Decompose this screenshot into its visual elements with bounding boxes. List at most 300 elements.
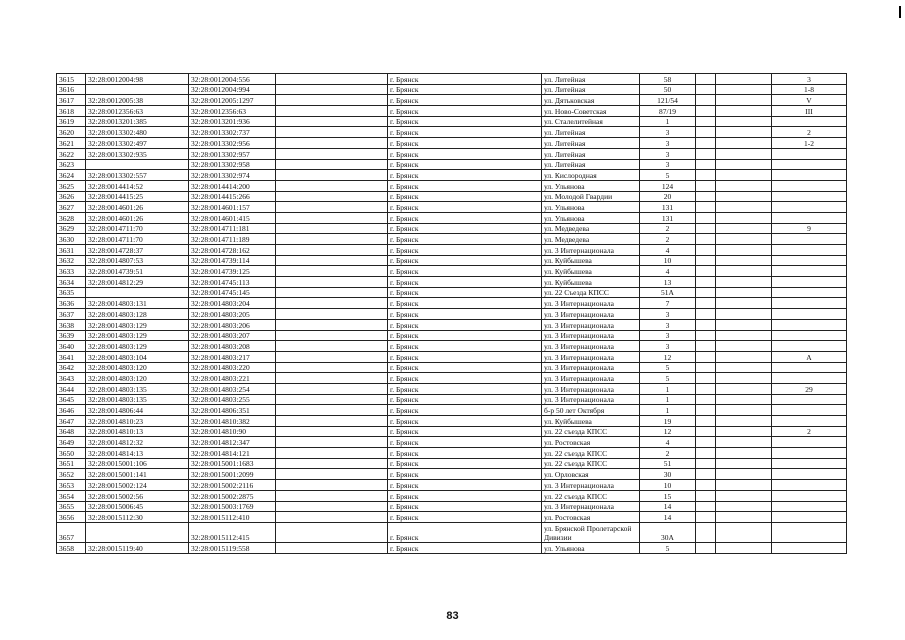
old-cadastral-number-cell: 32:28:0014803:135 — [86, 394, 189, 405]
street-cell: ул. Ульянова — [542, 542, 640, 553]
cadastral-number-cell: 32:28:0014803:221 — [189, 373, 276, 384]
old-cadastral-number-cell: 32:28:0014711:70 — [86, 223, 189, 234]
empty-cell — [276, 330, 388, 341]
empty-cell — [276, 95, 388, 106]
empty-cell — [276, 148, 388, 159]
city-cell: г. Брянск — [388, 266, 542, 277]
house-number-cell: 4 — [640, 245, 696, 256]
empty-cell — [696, 426, 716, 437]
street-cell: ул. Медведева — [542, 234, 640, 245]
city-cell: г. Брянск — [388, 330, 542, 341]
row-number-cell: 3651 — [57, 458, 86, 469]
extra-cell — [772, 448, 847, 459]
house-number-cell: 3 — [640, 330, 696, 341]
cadastral-number-cell: 32:28:0015002:2116 — [189, 480, 276, 491]
extra-cell — [772, 287, 847, 298]
extra-cell — [772, 234, 847, 245]
cadastral-number-cell: 32:28:0015003:1769 — [189, 501, 276, 512]
house-number-cell: 58 — [640, 74, 696, 85]
row-number-cell: 3630 — [57, 234, 86, 245]
row-number-cell: 3617 — [57, 95, 86, 106]
extra-cell: А — [772, 351, 847, 362]
old-cadastral-number-cell — [86, 84, 189, 95]
street-cell: ул. 3 Интернационала — [542, 351, 640, 362]
street-cell: ул. Кислородная — [542, 170, 640, 181]
row-number-cell: 3654 — [57, 490, 86, 501]
table-row — [57, 127, 847, 138]
extra-cell: 3 — [772, 74, 847, 85]
street-cell: ул. Литейная — [542, 127, 640, 138]
extra-cell — [772, 501, 847, 512]
table-row — [57, 426, 847, 437]
old-cadastral-number-cell: 32:28:0014812:32 — [86, 437, 189, 448]
empty-cell — [696, 287, 716, 298]
city-cell: г. Брянск — [388, 106, 542, 117]
empty-cell — [696, 180, 716, 191]
table-row — [57, 95, 847, 106]
table-row — [57, 394, 847, 405]
house-number-cell: 10 — [640, 480, 696, 491]
empty-cell — [276, 116, 388, 127]
empty-cell — [716, 394, 772, 405]
house-number-cell: 1 — [640, 116, 696, 127]
city-cell: г. Брянск — [388, 341, 542, 352]
extra-cell — [772, 266, 847, 277]
cadastral-number-cell: 32:28:0014745:145 — [189, 287, 276, 298]
city-cell: г. Брянск — [388, 245, 542, 256]
empty-cell — [276, 266, 388, 277]
table-row — [57, 501, 847, 512]
table-row — [57, 490, 847, 501]
old-cadastral-number-cell: 32:28:0015001:106 — [86, 458, 189, 469]
row-number-cell: 3635 — [57, 287, 86, 298]
empty-cell — [276, 542, 388, 553]
table-row — [57, 170, 847, 181]
cadastral-number-cell: 32:28:0013201:936 — [189, 116, 276, 127]
table-row — [57, 351, 847, 362]
empty-cell — [696, 405, 716, 416]
empty-cell — [696, 106, 716, 117]
street-cell: ул. 3 Интернационала — [542, 341, 640, 352]
empty-cell — [276, 490, 388, 501]
house-number-cell: 5 — [640, 170, 696, 181]
empty-cell — [696, 416, 716, 427]
empty-cell — [276, 74, 388, 85]
old-cadastral-number-cell: 32:28:0012005:38 — [86, 95, 189, 106]
empty-cell — [716, 138, 772, 149]
row-number-cell: 3642 — [57, 362, 86, 373]
cadastral-number-cell: 32:28:0014810:382 — [189, 416, 276, 427]
row-number-cell: 3625 — [57, 180, 86, 191]
empty-cell — [276, 180, 388, 191]
row-number-cell: 3631 — [57, 245, 86, 256]
old-cadastral-number-cell: 32:28:0014803:129 — [86, 330, 189, 341]
empty-cell — [696, 127, 716, 138]
house-number-cell: 3 — [640, 309, 696, 320]
house-number-cell: 1 — [640, 394, 696, 405]
city-cell: г. Брянск — [388, 212, 542, 223]
empty-cell — [696, 330, 716, 341]
empty-cell — [696, 84, 716, 95]
empty-cell — [276, 351, 388, 362]
empty-cell — [276, 84, 388, 95]
empty-cell — [696, 298, 716, 309]
old-cadastral-number-cell: 32:28:0015001:141 — [86, 469, 189, 480]
empty-cell — [276, 287, 388, 298]
old-cadastral-number-cell: 32:28:0014601:26 — [86, 202, 189, 213]
street-cell: ул. 22 Съезда КПСС — [542, 287, 640, 298]
row-number-cell: 3640 — [57, 341, 86, 352]
row-number-cell: 3626 — [57, 191, 86, 202]
street-cell: ул. Литейная — [542, 74, 640, 85]
city-cell: г. Брянск — [388, 202, 542, 213]
cadastral-number-cell: 32:28:0014711:189 — [189, 234, 276, 245]
extra-cell — [772, 373, 847, 384]
empty-cell — [696, 458, 716, 469]
house-number-cell: 12 — [640, 426, 696, 437]
street-cell: ул. Куйбышева — [542, 277, 640, 288]
street-cell: ул. 3 Интернационала — [542, 245, 640, 256]
old-cadastral-number-cell: 32:28:0013302:935 — [86, 148, 189, 159]
empty-cell — [696, 501, 716, 512]
cadastral-number-cell: 32:28:0013302:737 — [189, 127, 276, 138]
row-number-cell: 3652 — [57, 469, 86, 480]
row-number-cell: 3647 — [57, 416, 86, 427]
table-row — [57, 298, 847, 309]
cadastral-number-cell: 32:28:0012004:556 — [189, 74, 276, 85]
city-cell: г. Брянск — [388, 138, 542, 149]
empty-cell — [696, 245, 716, 256]
house-number-cell: 51А — [640, 287, 696, 298]
extra-cell — [772, 405, 847, 416]
cadastral-number-cell: 32:28:0014601:415 — [189, 212, 276, 223]
extra-cell: 2 — [772, 426, 847, 437]
old-cadastral-number-cell: 32:28:0013201:385 — [86, 116, 189, 127]
empty-cell — [716, 426, 772, 437]
cadastral-number-cell: 32:28:0014803:207 — [189, 330, 276, 341]
table-row — [57, 309, 847, 320]
empty-cell — [276, 255, 388, 266]
house-number-cell: 87/19 — [640, 106, 696, 117]
cadastral-number-cell: 32:28:0014745:113 — [189, 277, 276, 288]
empty-cell — [716, 84, 772, 95]
row-number-cell: 3649 — [57, 437, 86, 448]
row-number-cell: 3646 — [57, 405, 86, 416]
row-number-cell: 3616 — [57, 84, 86, 95]
empty-cell — [696, 522, 716, 542]
empty-cell — [696, 319, 716, 330]
empty-cell — [696, 469, 716, 480]
empty-cell — [716, 512, 772, 523]
cadastral-number-cell: 32:28:0015112:415 — [189, 522, 276, 542]
empty-cell — [696, 223, 716, 234]
empty-cell — [276, 191, 388, 202]
empty-cell — [696, 159, 716, 170]
city-cell: г. Брянск — [388, 298, 542, 309]
empty-cell — [716, 159, 772, 170]
empty-cell — [716, 480, 772, 491]
empty-cell — [276, 416, 388, 427]
extra-cell — [772, 319, 847, 330]
old-cadastral-number-cell: 32:28:0015006:45 — [86, 501, 189, 512]
empty-cell — [696, 490, 716, 501]
empty-cell — [276, 522, 388, 542]
empty-cell — [276, 170, 388, 181]
row-number-cell: 3648 — [57, 426, 86, 437]
empty-cell — [276, 212, 388, 223]
cadastral-number-cell: 32:28:0013302:957 — [189, 148, 276, 159]
city-cell: г. Брянск — [388, 394, 542, 405]
page-number: 83 — [446, 610, 459, 622]
city-cell: г. Брянск — [388, 170, 542, 181]
city-cell: г. Брянск — [388, 522, 542, 542]
extra-cell — [772, 212, 847, 223]
city-cell: г. Брянск — [388, 426, 542, 437]
extra-cell: 29 — [772, 383, 847, 394]
cadastral-number-cell: 32:28:0012004:994 — [189, 84, 276, 95]
extra-cell — [772, 469, 847, 480]
empty-cell — [276, 448, 388, 459]
house-number-cell: 4 — [640, 266, 696, 277]
street-cell: ул. Литейная — [542, 148, 640, 159]
street-cell: ул. Сталелитейная — [542, 116, 640, 127]
empty-cell — [696, 148, 716, 159]
empty-cell — [716, 416, 772, 427]
row-number-cell: 3634 — [57, 277, 86, 288]
table-row — [57, 106, 847, 117]
extra-cell — [772, 159, 847, 170]
cadastral-number-cell: 32:28:0013302:974 — [189, 170, 276, 181]
extra-cell — [772, 512, 847, 523]
empty-cell — [696, 373, 716, 384]
house-number-cell: 5 — [640, 362, 696, 373]
old-cadastral-number-cell: 32:28:0014803:120 — [86, 373, 189, 384]
old-cadastral-number-cell: 32:28:0014806:44 — [86, 405, 189, 416]
house-number-cell: 4 — [640, 437, 696, 448]
empty-cell — [696, 212, 716, 223]
cadastral-number-cell: 32:28:0015112:410 — [189, 512, 276, 523]
extra-cell — [772, 202, 847, 213]
old-cadastral-number-cell — [86, 159, 189, 170]
house-number-cell: 2 — [640, 223, 696, 234]
empty-cell — [276, 458, 388, 469]
city-cell: г. Брянск — [388, 180, 542, 191]
row-number-cell: 3618 — [57, 106, 86, 117]
old-cadastral-number-cell: 32:28:0014810:23 — [86, 416, 189, 427]
empty-cell — [696, 116, 716, 127]
house-number-cell: 3 — [640, 319, 696, 330]
street-cell: ул. Литейная — [542, 159, 640, 170]
street-cell: ул. 3 Интернационала — [542, 319, 640, 330]
empty-cell — [276, 245, 388, 256]
row-number-cell: 3619 — [57, 116, 86, 127]
old-cadastral-number-cell: 32:28:0015112:30 — [86, 512, 189, 523]
table-row — [57, 437, 847, 448]
empty-cell — [716, 298, 772, 309]
empty-cell — [716, 180, 772, 191]
table-row — [57, 84, 847, 95]
old-cadastral-number-cell: 32:28:0013302:480 — [86, 127, 189, 138]
street-cell: ул. 3 Интернационала — [542, 383, 640, 394]
city-cell: г. Брянск — [388, 319, 542, 330]
old-cadastral-number-cell: 32:28:0014803:135 — [86, 383, 189, 394]
empty-cell — [276, 373, 388, 384]
row-number-cell: 3644 — [57, 383, 86, 394]
street-cell: ул. Ульянова — [542, 180, 640, 191]
city-cell: г. Брянск — [388, 405, 542, 416]
house-number-cell: 3 — [640, 341, 696, 352]
street-cell: ул. Литейная — [542, 84, 640, 95]
table-row — [57, 255, 847, 266]
city-cell: г. Брянск — [388, 116, 542, 127]
house-number-cell: 14 — [640, 512, 696, 523]
table-row — [57, 480, 847, 491]
cadastral-number-cell: 32:28:0012005:1297 — [189, 95, 276, 106]
empty-cell — [716, 458, 772, 469]
row-number-cell: 3622 — [57, 148, 86, 159]
city-cell: г. Брянск — [388, 191, 542, 202]
house-number-cell: 7 — [640, 298, 696, 309]
empty-cell — [716, 170, 772, 181]
old-cadastral-number-cell: 32:28:0013302:497 — [86, 138, 189, 149]
city-cell: г. Брянск — [388, 223, 542, 234]
street-cell: ул. Куйбышева — [542, 266, 640, 277]
old-cadastral-number-cell: 32:28:0014739:51 — [86, 266, 189, 277]
city-cell: г. Брянск — [388, 351, 542, 362]
row-number-cell: 3633 — [57, 266, 86, 277]
street-cell: ул. Ульянова — [542, 202, 640, 213]
extra-cell — [772, 416, 847, 427]
city-cell: г. Брянск — [388, 127, 542, 138]
street-cell: ул. Ростовская — [542, 437, 640, 448]
cadastral-number-cell: 32:28:0014803:206 — [189, 319, 276, 330]
row-number-cell: 3645 — [57, 394, 86, 405]
empty-cell — [696, 383, 716, 394]
cadastral-number-cell: 32:28:0014803:208 — [189, 341, 276, 352]
extra-cell — [772, 309, 847, 320]
old-cadastral-number-cell: 32:28:0014803:129 — [86, 341, 189, 352]
row-number-cell: 3620 — [57, 127, 86, 138]
house-number-cell: 20 — [640, 191, 696, 202]
empty-cell — [716, 522, 772, 542]
row-number-cell: 3636 — [57, 298, 86, 309]
cadastral-number-cell: 32:28:0014803:255 — [189, 394, 276, 405]
empty-cell — [716, 223, 772, 234]
empty-cell — [716, 116, 772, 127]
empty-cell — [716, 245, 772, 256]
table-row — [57, 148, 847, 159]
old-cadastral-number-cell: 32:28:0014728:37 — [86, 245, 189, 256]
extra-cell — [772, 116, 847, 127]
street-cell: ул. Ульянова — [542, 212, 640, 223]
street-cell: ул. Куйбышева — [542, 255, 640, 266]
empty-cell — [696, 202, 716, 213]
table-row — [57, 522, 847, 542]
row-number-cell: 3655 — [57, 501, 86, 512]
street-cell: ул. 3 Интернационала — [542, 373, 640, 384]
house-number-cell: 50 — [640, 84, 696, 95]
extra-cell — [772, 480, 847, 491]
cadastral-number-cell: 32:28:0014803:217 — [189, 351, 276, 362]
row-number-cell: 3628 — [57, 212, 86, 223]
old-cadastral-number-cell: 32:28:0014803:120 — [86, 362, 189, 373]
street-cell: ул. 3 Интернационала — [542, 298, 640, 309]
empty-cell — [276, 501, 388, 512]
empty-cell — [696, 95, 716, 106]
row-number-cell: 3627 — [57, 202, 86, 213]
extra-cell — [772, 298, 847, 309]
table-row — [57, 330, 847, 341]
table-row — [57, 180, 847, 191]
city-cell: г. Брянск — [388, 448, 542, 459]
street-cell: ул. 22 съезда КПСС — [542, 490, 640, 501]
house-number-cell: 124 — [640, 180, 696, 191]
cadastral-number-cell: 32:28:0014812:347 — [189, 437, 276, 448]
cadastral-number-cell: 32:28:0012356:63 — [189, 106, 276, 117]
cadastral-number-cell: 32:28:0014803:220 — [189, 362, 276, 373]
cadastral-number-cell: 32:28:0014728:162 — [189, 245, 276, 256]
row-number-cell: 3637 — [57, 309, 86, 320]
empty-cell — [716, 191, 772, 202]
empty-cell — [696, 448, 716, 459]
empty-cell — [276, 159, 388, 170]
house-number-cell: 12 — [640, 351, 696, 362]
empty-cell — [696, 437, 716, 448]
empty-cell — [716, 469, 772, 480]
extra-cell — [772, 437, 847, 448]
city-cell: г. Брянск — [388, 383, 542, 394]
city-cell: г. Брянск — [388, 512, 542, 523]
street-cell: ул. Ростовская — [542, 512, 640, 523]
old-cadastral-number-cell: 32:28:0014803:131 — [86, 298, 189, 309]
house-number-cell: 5 — [640, 542, 696, 553]
street-cell: ул. 3 Интернационала — [542, 330, 640, 341]
city-cell: г. Брянск — [388, 542, 542, 553]
extra-cell — [772, 277, 847, 288]
city-cell: г. Брянск — [388, 362, 542, 373]
table-row — [57, 287, 847, 298]
table-row — [57, 234, 847, 245]
empty-cell — [276, 383, 388, 394]
empty-cell — [276, 106, 388, 117]
cadastral-number-cell: 32:28:0015002:2875 — [189, 490, 276, 501]
empty-cell — [696, 351, 716, 362]
city-cell: г. Брянск — [388, 309, 542, 320]
row-number-cell: 3643 — [57, 373, 86, 384]
row-number-cell: 3641 — [57, 351, 86, 362]
city-cell: г. Брянск — [388, 416, 542, 427]
house-number-cell: 2 — [640, 234, 696, 245]
street-cell: ул. 3 Интернационала — [542, 309, 640, 320]
table-body — [57, 74, 847, 554]
empty-cell — [716, 490, 772, 501]
empty-cell — [716, 95, 772, 106]
empty-cell — [716, 373, 772, 384]
empty-cell — [696, 266, 716, 277]
city-cell: г. Брянск — [388, 84, 542, 95]
extra-cell — [772, 490, 847, 501]
extra-cell — [772, 522, 847, 542]
empty-cell — [276, 480, 388, 491]
table-row — [57, 74, 847, 85]
street-cell: ул. Литейная — [542, 138, 640, 149]
table-row — [57, 212, 847, 223]
cadastral-number-cell: 32:28:0014414:200 — [189, 180, 276, 191]
extra-cell — [772, 394, 847, 405]
cadastral-number-cell: 32:28:0013302:958 — [189, 159, 276, 170]
table-row — [57, 223, 847, 234]
old-cadastral-number-cell — [86, 522, 189, 542]
